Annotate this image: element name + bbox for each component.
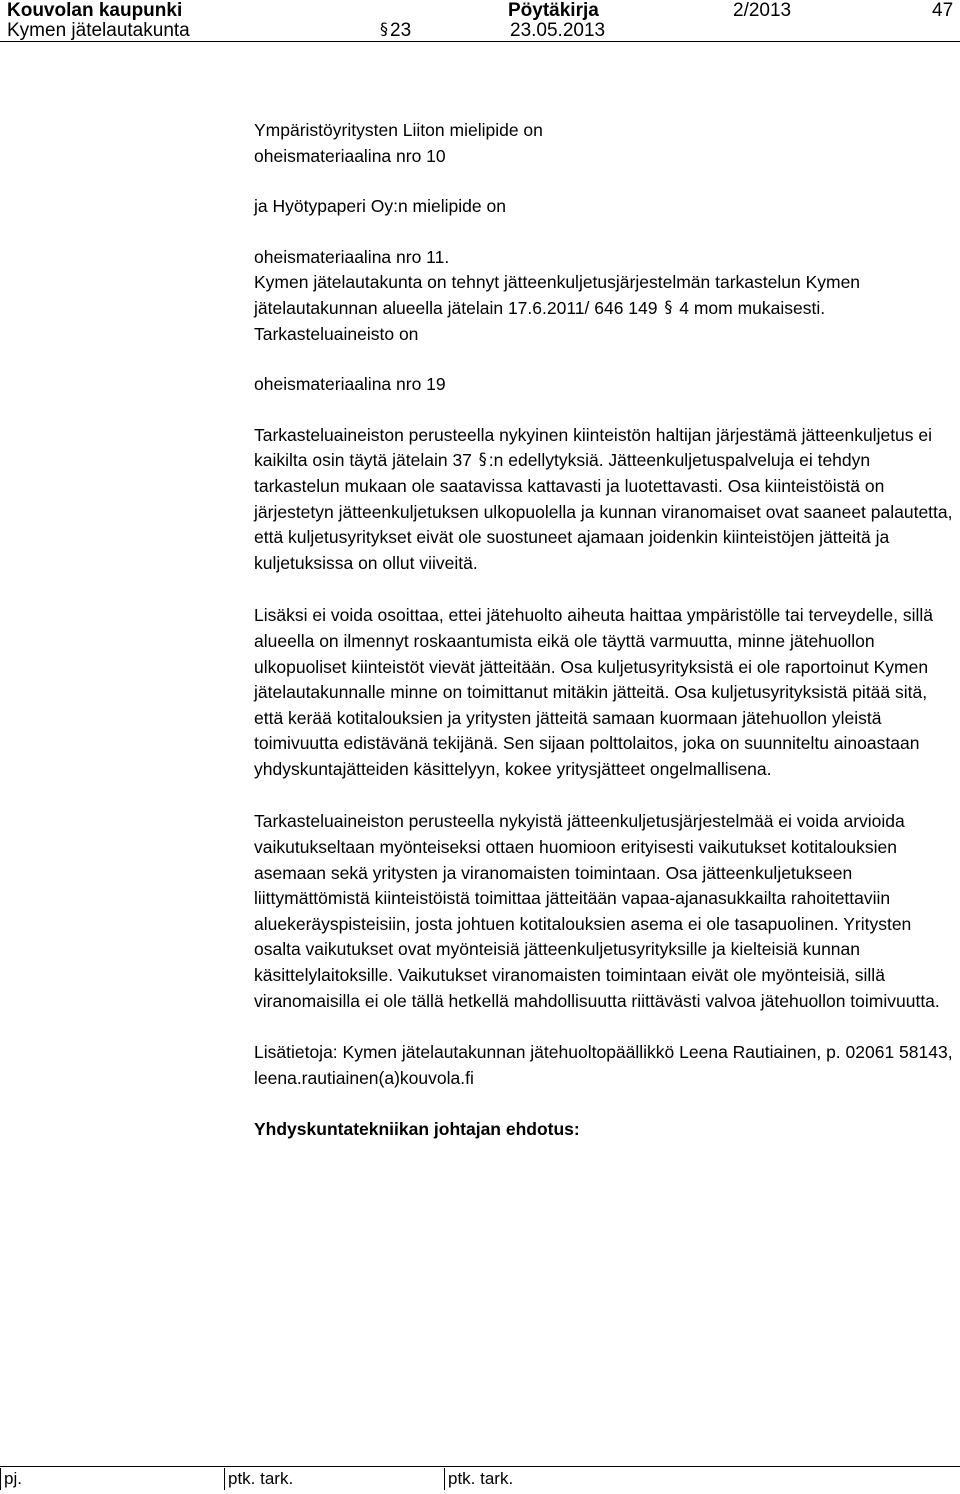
document-type: Pöytäkirja [508, 0, 599, 21]
proposal-heading: Yhdyskuntatekniikan johtajan ehdotus: [254, 1119, 580, 1140]
section-sign-icon: § [664, 296, 673, 316]
section-number [378, 20, 411, 42]
paragraph-3: oheismateriaalina nro 11. [254, 246, 450, 267]
document-body [254, 118, 960, 1143]
board-name: Kymen jätelautakunta [7, 20, 190, 41]
section-number-value: 23 [390, 20, 412, 41]
footer-initials-reviewer-2: ptk. tark. [444, 1468, 513, 1490]
section-sign-icon: § [380, 19, 388, 38]
footer-initials-chair: pj. [0, 1468, 22, 1490]
paragraph-2: ja Hyötypaperi Oy:n mielipide on [254, 196, 506, 217]
paragraph-5: oheismateriaalina nro 19 [254, 374, 446, 395]
issue-number: 2/2013 [733, 0, 792, 21]
paragraph-8: Tarkasteluaineiston perusteella nykyistä jätteenkuljetusjärjestelmää ei voida arvioida vaikutukseltaan myönteiseksi ottaen huomioon erityisesti vaikutukset kotitalouksien asemaan sekä yritysten ja viranomaisten toimintaan. Osa jätteenkuljetukseen liittymättömistä kiinteistöistä toimittaa jätteitään vapaa-ajanasukkailta rahoitettaviin aluekeräyspisteisiin, josta johtuen kotitalouksien asema ei ole tasapuolinen. Yritysten osalta vaikutukset ovat myönteisiä jätteenkuljetusyrityksille ja kielteisiä kunnan käsittelylaitoksille. Vaikutukset viranomaisten toimintaan eivät ole myönteisiä, sillä viranomaisilla ei ole tällä hetkellä mahdollisuutta riittävästi valvoa jätehuollon toimivuutta. [254, 811, 940, 1011]
meeting-date: 23.05.2013 [510, 20, 606, 41]
paragraph-1: Ympäristöyritysten Liiton mielipide on oheismateriaalina nro 10 [254, 120, 543, 166]
paragraph-9: Lisätietoja: Kymen jätelautakunnan jätehuoltopäällikkö Leena Rautiainen, p. 02061 58143, leena.rautiainen(a)kouvola.fi [254, 1042, 953, 1088]
footer-initials-reviewer-1: ptk. tark. [224, 1468, 293, 1490]
page-number: 47 [932, 0, 954, 21]
header-divider [0, 41, 960, 42]
paragraph-6: Tarkasteluaineiston perusteella nykyinen kiinteistön haltijan järjestämä jätteenkuljetus ei kaikilta osin täytä jätelain 37 § :n edellytyksiä. Jätteenkuljetuspalveluja ei tehdyn tarkastelun mukaan ole saatavissa kattavasti ja luotettavasti. Osa kiinteistöistä on järjestetyn jätteenkuljetuksen ulkopuolella ja kunnan viranomaiset ovat saaneet palautetta, että kuljetusyritykset eivät ole suostuneet ajamaan joidenkin kiinteistöjen jätteitä ja kuljetuksissa on ollut viiveitä. [254, 424, 953, 573]
paragraph-7: Lisäksi ei voida osoittaa, ettei jätehuolto aiheuta haittaa ympäristölle tai terveydelle, sillä alueella on ilmennyt roskaantumista eikä ole täyttä varmuutta, minne jätehuollon ulkopuoliset kiinteistöt vievät jätteitään. Osa kuljetusyrityksistä ei ole raportoinut Kymen jätelautakunnalle minne on toimittanut mitäkin jätteitä. Osa kuljetusyrityksistä pitää sitä, että kerää kotitalouksien ja yritysten jätteitä samaan kuormaan jätehuollon yleistä toimivuutta edistävänä tekijänä. Sen sijaan polttolaitos, joka on suunniteltu ainoastaan yhdyskuntajätteiden käsittelyyn, kokee yritysjätteet ongelmallisena. [254, 605, 933, 779]
section-sign-icon: § [478, 449, 487, 469]
paragraph-4: Kymen jätelautakunta on tehnyt jätteenkuljetusjärjestelmän tarkastelun Kymen jätelautakunnan alueella jätelain 17.6.2011/ 646 149 § 4 mom mukaisesti. Tarkasteluaineisto on [254, 272, 861, 344]
footer-divider [0, 1466, 960, 1467]
organization-name: Kouvolan kaupunki [7, 0, 183, 21]
